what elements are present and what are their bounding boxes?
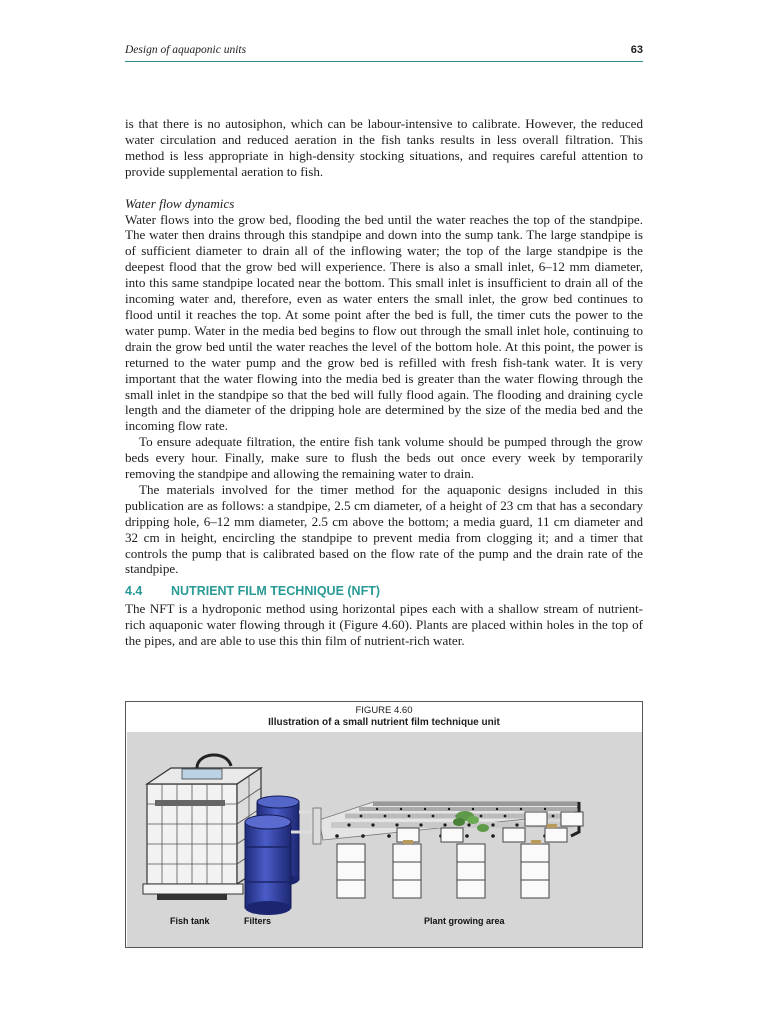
page-number: 63 xyxy=(630,44,643,56)
paragraph-3: To ensure adequate filtration, the entire fish tank volume should be pumped through the grow beds every hour. Finally, make sure to flush the beds out once every week by temporarily removing the standpipe and allowing the remaining water to drain. xyxy=(125,434,643,482)
paragraph-4: The materials involved for the timer method for the aquaponic designs included in this publication are as follows: a standpipe, 2.5 cm diameter, of a height of 23 cm that has a secondary dripping hole, 6–12 mm diameter, 2.5 cm above the bottom; a media guard, 11 cm diameter and 32 cm in height, encircling the standpipe to prevent media from clogging it; and a timer that controls the pump that is calibrated based on the flow rate of the pump and the drain rate of the standpipe. xyxy=(125,481,643,577)
running-title: Design of aquaponic units xyxy=(125,44,247,56)
figure-illustration xyxy=(127,732,643,947)
subheading-water-flow: Water flow dynamics xyxy=(125,195,235,211)
figure-label: FIGURE 4.60 xyxy=(355,705,413,716)
section-number: 4.4 xyxy=(125,584,143,599)
ibc-tank-illustration xyxy=(143,755,261,900)
figure-4-60 xyxy=(125,701,643,948)
section-title: NUTRIENT FILM TECHNIQUE (NFT) xyxy=(171,584,381,599)
caption-filters: Filters xyxy=(244,916,272,926)
caption-plant-area: Plant growing area xyxy=(424,916,505,926)
section-heading xyxy=(125,584,643,600)
nft-unit-illustration xyxy=(127,732,643,947)
page-header xyxy=(125,44,643,62)
body-text xyxy=(125,116,643,649)
header-rule xyxy=(125,61,643,62)
paragraph-2: Water flows into the grow bed, flooding the bed until the water reaches the top of the standpipe. The water then drains through this standpipe and down into the sump tank. The large standpipe is of sufficient diameter to drain all of the inflowing water; the top of the large standpipe is the deepest flood that the grow bed will experience. There is also a small inlet, 6–12 mm diameter, into this same standpipe located near the bottom. This small inlet is insufficient to drain all of the incoming water and, therefore, even as water enters the small inlet, the grow bed continues to flood until it reaches the top. At some point after the bed is full, the timer cuts the power to the water pump. Water in the media bed begins to flow out through the small inlet hole, continuing to drain the grow bed until the water reaches the level of the bottom hole. At this point, the power is returned to the water pump and the grow bed is refilled with fresh fish-tank water. It is very important that the water flowing into the media bed is greater than the water flowing through the small inlet in the standpipe so that the bed will fully flood again. The flooding and draining cycle length and the diameter of the dripping hole are determined by the size of the media bed and the incoming flow rate. xyxy=(125,211,643,434)
figure-title: Illustration of a small nutrient film technique unit xyxy=(268,717,500,728)
paragraph-5: The NFT is a hydroponic method using horizontal pipes each with a shallow stream of nutrient-rich aquaponic water flowing through it (Figure 4.60). Plants are placed within holes in the top of the pipes, and are able to use this thin film of nutrient-rich water. xyxy=(125,601,643,649)
paragraph-1: is that there is no autosiphon, which can be labour-intensive to calibrate. However, the reduced water circulation and reduced aeration in the fish tanks results in less overall filtration. This method is less appropriate in high-density stocking situations, and requires careful attention to provide supplemental aeration to fish. xyxy=(125,116,643,179)
paragraph-gap xyxy=(125,180,643,196)
caption-fish-tank: Fish tank xyxy=(170,916,210,926)
